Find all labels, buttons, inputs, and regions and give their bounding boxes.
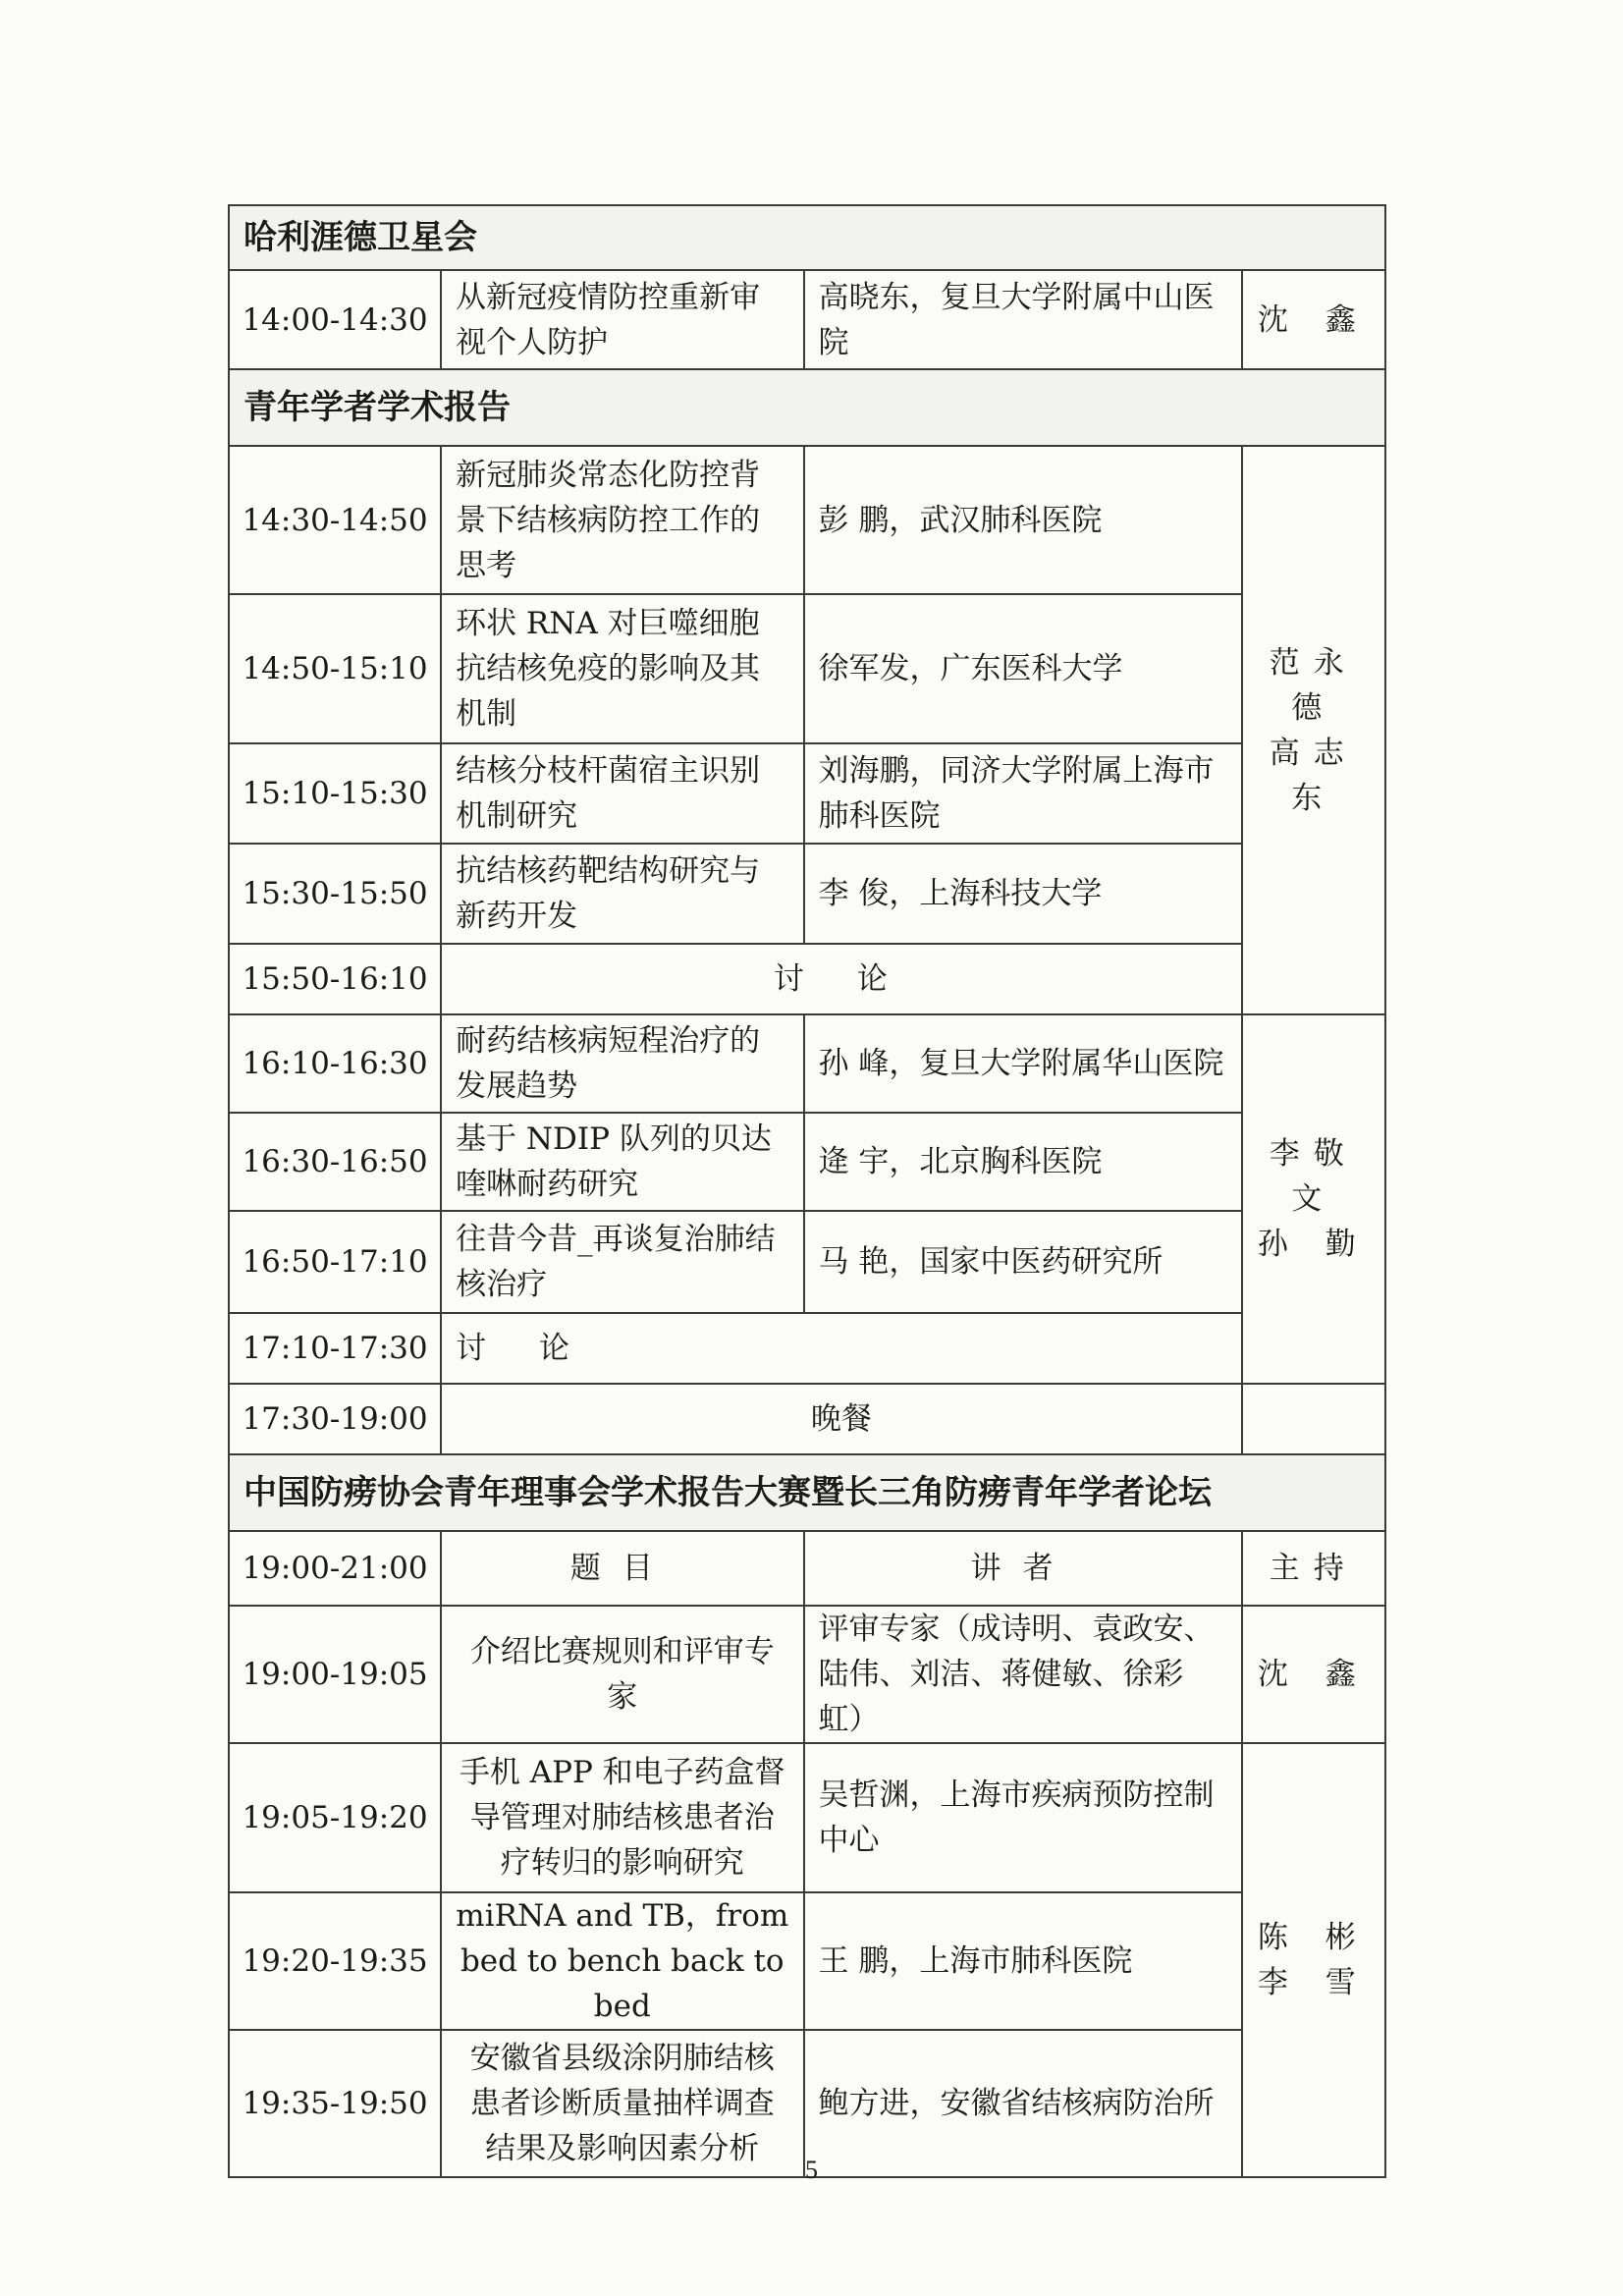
table-row	[229, 1313, 1385, 1384]
topic-cell: 从新冠疫情防控重新审视个人防护	[441, 270, 803, 369]
topic-cell: 抗结核药靶结构研究与新药开发	[441, 844, 803, 944]
moderator-name: 孙 勤	[1257, 1227, 1370, 1262]
section-title: 中国防痨协会青年理事会学术报告大赛暨长三角防痨青年学者论坛	[229, 1454, 1385, 1531]
time-cell: 17:30-19:00	[229, 1384, 441, 1454]
discussion-cell: 讨 论	[441, 1313, 1242, 1384]
moderator-cell: 沈 鑫	[1242, 270, 1385, 369]
table-row	[229, 1606, 1385, 1743]
speaker-cell: 李 俊，上海科技大学	[804, 844, 1242, 944]
topic-cell: 手机 APP 和电子药盒督导管理对肺结核患者治疗转归的影响研究	[441, 1743, 803, 1892]
column-header-moderator: 主持	[1242, 1531, 1385, 1606]
time-cell: 19:20-19:35	[229, 1892, 441, 2030]
speaker-cell: 彭 鹏，武汉肺科医院	[804, 446, 1242, 594]
discussion-cell: 讨 论	[441, 944, 1242, 1014]
topic-cell: 新冠肺炎常态化防控背景下结核病防控工作的思考	[441, 446, 803, 594]
table-row	[229, 1892, 1385, 2030]
section-row	[229, 369, 1385, 446]
moderator-cell	[1242, 1014, 1385, 1384]
schedule-table	[228, 204, 1386, 2178]
table-row	[229, 1743, 1385, 1892]
moderator-cell	[1242, 446, 1385, 1014]
topic-cell: miRNA and TB，from bed to bench back to bed	[441, 1892, 803, 2030]
topic-cell: 往昔今昔_再谈复治肺结核治疗	[441, 1211, 803, 1313]
speaker-cell: 徐军发，广东医科大学	[804, 594, 1242, 743]
section-title: 哈利涯德卫星会	[229, 205, 1385, 270]
speaker-cell: 鲍方进，安徽省结核病防治所	[804, 2030, 1242, 2177]
speaker-cell: 评审专家（成诗明、袁政安、陆伟、刘洁、蒋健敏、徐彩虹）	[804, 1606, 1242, 1743]
moderator-name: 范永德	[1269, 644, 1358, 726]
topic-cell: 环状 RNA 对巨噬细胞抗结核免疫的影响及其机制	[441, 594, 803, 743]
speaker-cell: 刘海鹏，同济大学附属上海市肺科医院	[804, 743, 1242, 844]
time-cell: 19:05-19:20	[229, 1743, 441, 1892]
moderator-cell: 沈 鑫	[1242, 1606, 1385, 1743]
column-header-topic: 题目	[441, 1531, 803, 1606]
table-row	[229, 743, 1385, 844]
time-cell: 16:10-16:30	[229, 1014, 441, 1113]
time-cell: 14:00-14:30	[229, 270, 441, 369]
time-cell: 15:30-15:50	[229, 844, 441, 944]
speaker-cell: 逄 宇，北京胸科医院	[804, 1113, 1242, 1211]
table-row	[229, 1014, 1385, 1113]
moderator-cell	[1242, 1384, 1385, 1454]
topic-cell: 基于 NDIP 队列的贝达喹啉耐药研究	[441, 1113, 803, 1211]
moderator-name: 李 雪	[1257, 1965, 1370, 2000]
table-row	[229, 1211, 1385, 1313]
moderator-name: 陈 彬	[1257, 1920, 1370, 1955]
table-row	[229, 944, 1385, 1014]
page-number: 5	[805, 2156, 818, 2184]
moderator-cell	[1242, 1743, 1385, 2177]
time-cell: 14:50-15:10	[229, 594, 441, 743]
time-cell: 16:30-16:50	[229, 1113, 441, 1211]
table-row	[229, 1113, 1385, 1211]
section-title: 青年学者学术报告	[229, 369, 1385, 446]
speaker-cell: 马 艳，国家中医药研究所	[804, 1211, 1242, 1313]
topic-cell: 介绍比赛规则和评审专家	[441, 1606, 803, 1743]
table-row	[229, 594, 1385, 743]
time-cell: 19:35-19:50	[229, 2030, 441, 2177]
table-row	[229, 1384, 1385, 1454]
header-row	[229, 1531, 1385, 1606]
speaker-cell: 吴哲渊，上海市疾病预防控制中心	[804, 1743, 1242, 1892]
table-row	[229, 270, 1385, 369]
time-cell: 15:10-15:30	[229, 743, 441, 844]
time-cell: 16:50-17:10	[229, 1211, 441, 1313]
topic-cell: 结核分枝杆菌宿主识别机制研究	[441, 743, 803, 844]
table-row	[229, 844, 1385, 944]
dinner-cell: 晚餐	[441, 1384, 1242, 1454]
moderator-name: 李敬文	[1269, 1136, 1358, 1217]
column-header-speaker: 讲者	[804, 1531, 1242, 1606]
time-cell: 19:00-21:00	[229, 1531, 441, 1606]
topic-cell: 安徽省县级涂阴肺结核患者诊断质量抽样调查结果及影响因素分析	[441, 2030, 803, 2177]
section-row	[229, 1454, 1385, 1531]
time-cell: 19:00-19:05	[229, 1606, 441, 1743]
topic-cell: 耐药结核病短程治疗的发展趋势	[441, 1014, 803, 1113]
time-cell: 14:30-14:50	[229, 446, 441, 594]
speaker-cell: 孙 峰，复旦大学附属华山医院	[804, 1014, 1242, 1113]
speaker-cell: 高晓东，复旦大学附属中山医院	[804, 270, 1242, 369]
moderator-name: 高志东	[1269, 735, 1358, 816]
speaker-cell: 王 鹏，上海市肺科医院	[804, 1892, 1242, 2030]
time-cell: 17:10-17:30	[229, 1313, 441, 1384]
section-row	[229, 205, 1385, 270]
table-row	[229, 446, 1385, 594]
time-cell: 15:50-16:10	[229, 944, 441, 1014]
